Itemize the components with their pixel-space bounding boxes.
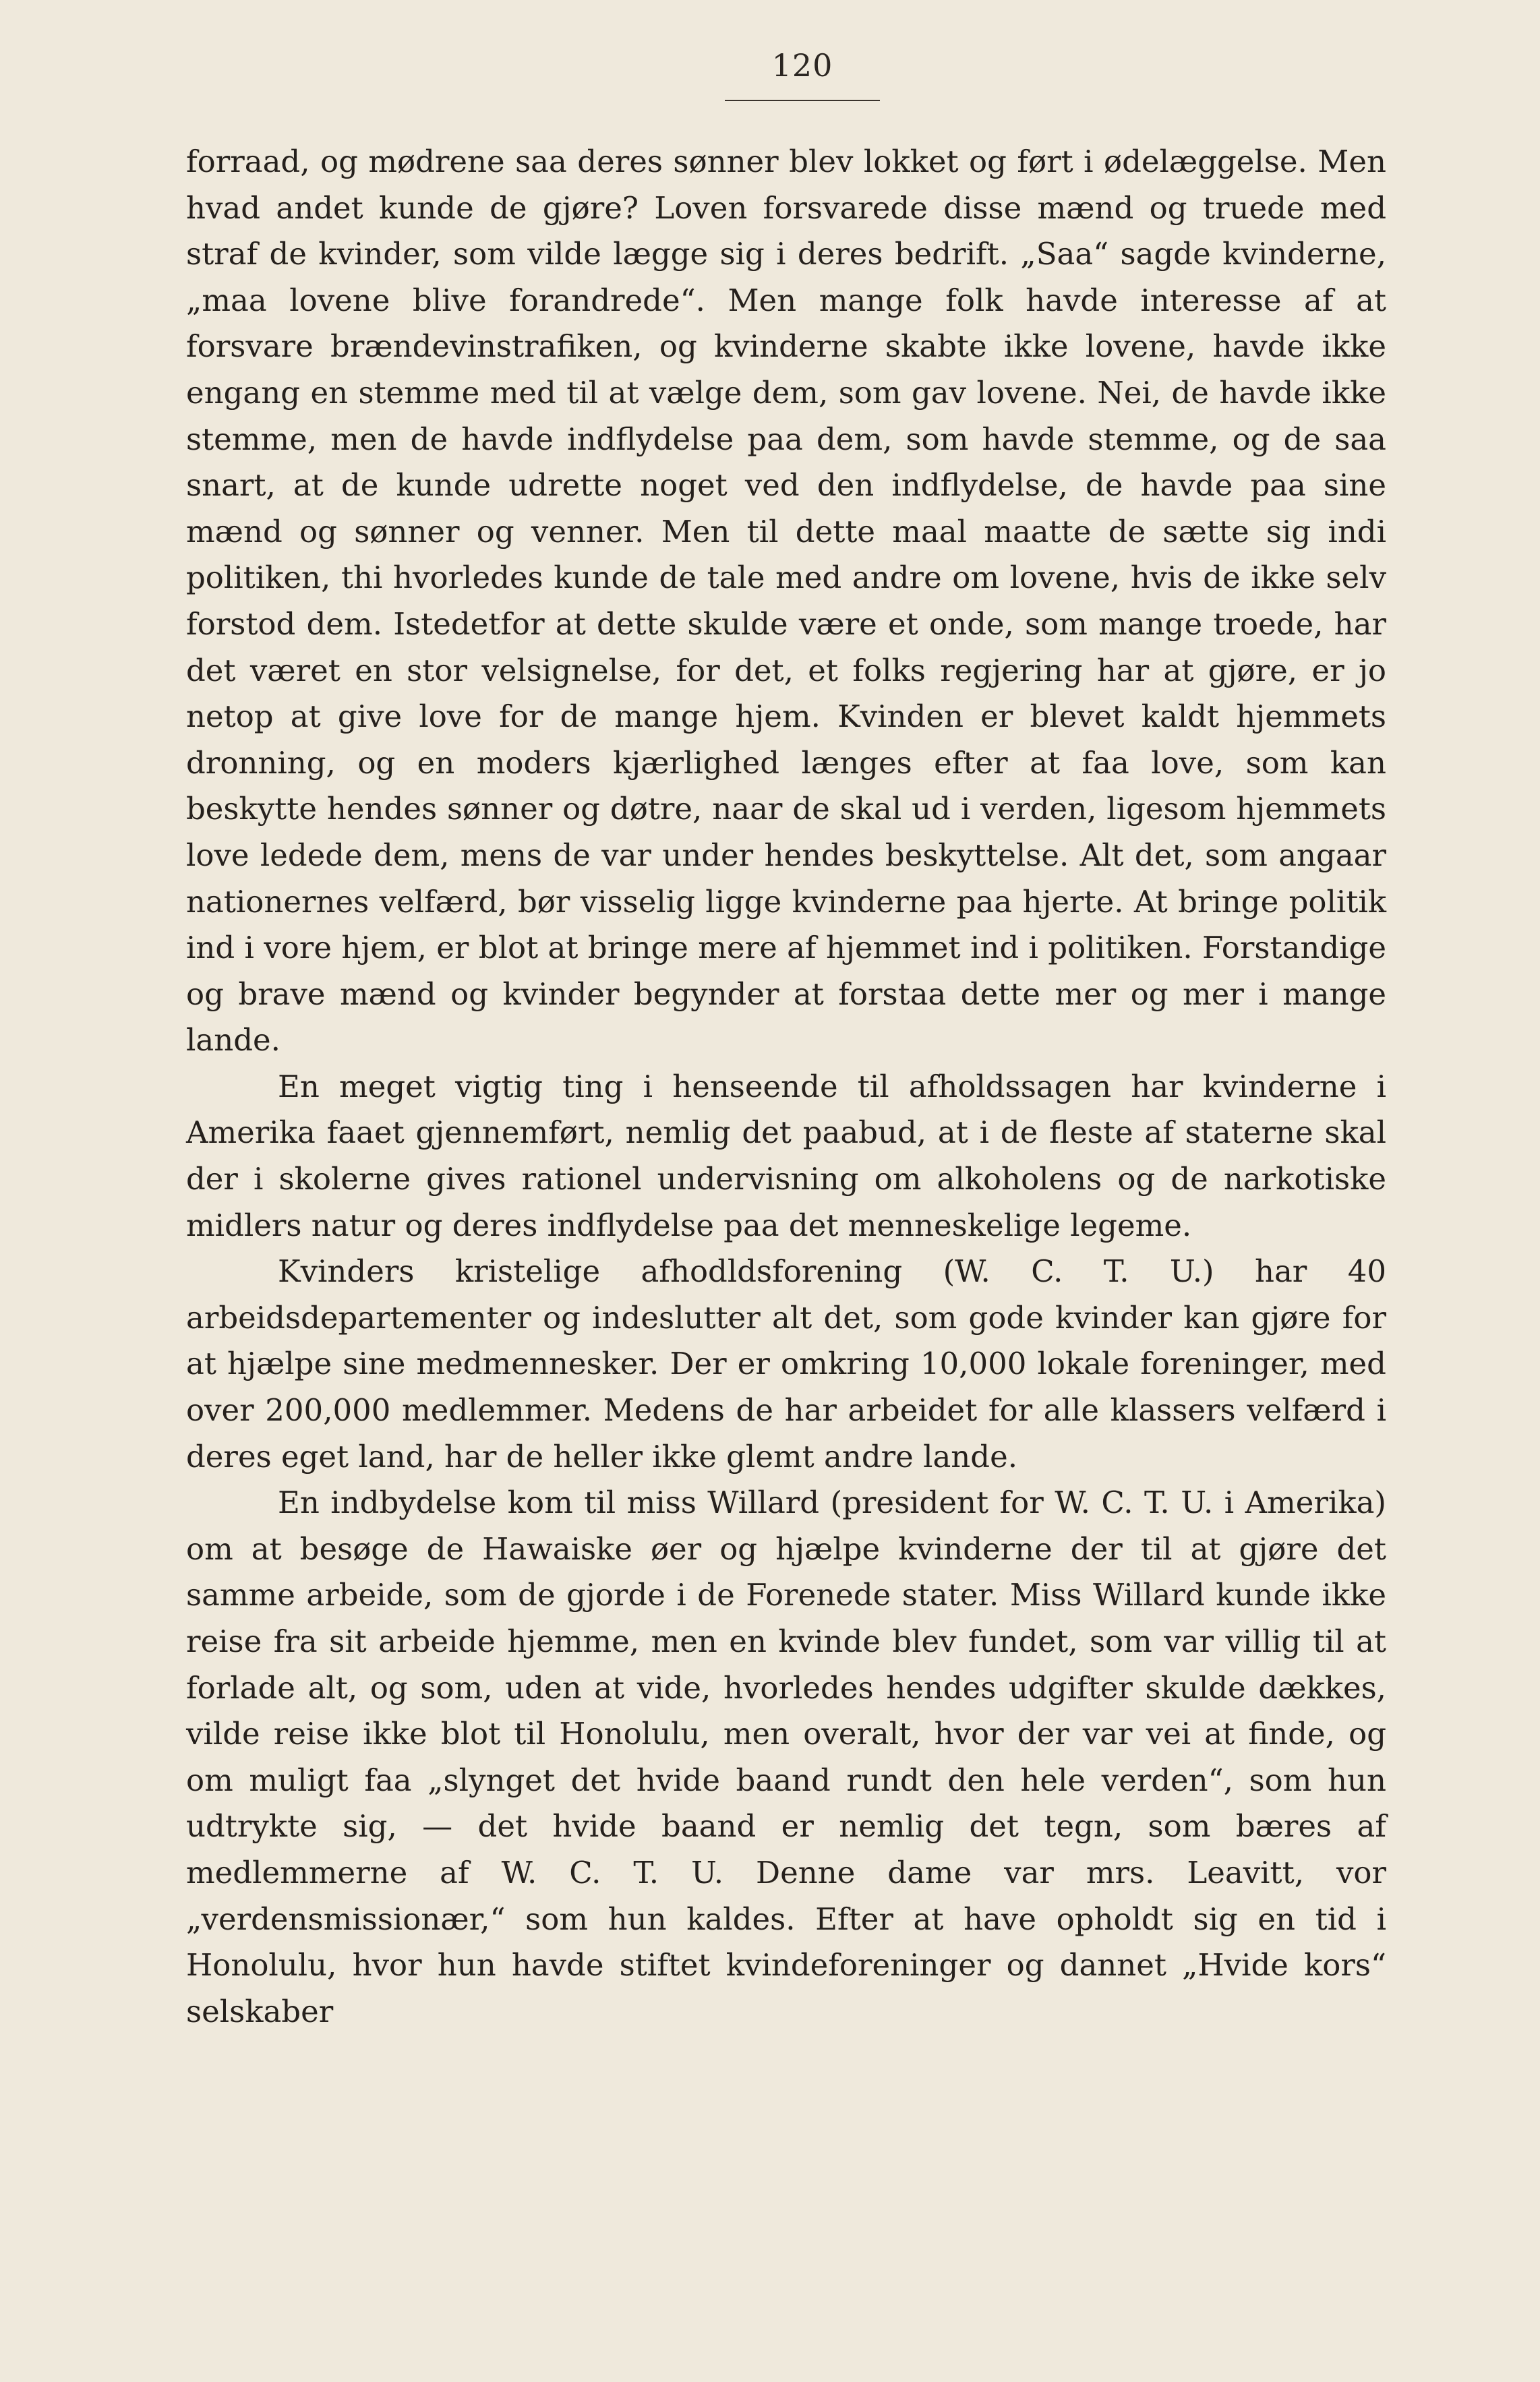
paragraph-3: Kvinders kristelige afhodldsforening (W. C. T. U.) har 40 arbeidsdepartementer og indeslutter alt det, som gode kvinder kan gjøre for at hjælpe sine medmennesker. Der er omkring 10,000 lokale foreninger, med over 200,000 medlemmer. Medens de har arbeidet for alle klassers velfærd i deres eget land, har de heller ikke glemt andre lande. bbox=[186, 1253, 1386, 1475]
paragraph-2: En meget vigtig ting i henseende til afholdssagen har kvinderne i Amerika faaet gjennemført, nemlig det paabud, at i de fleste af staterne skal der i skolerne gives rationel undervisning om alkoholens og de narkotiske midlers natur og deres indflydelse paa det menneskelige legeme. bbox=[186, 1068, 1386, 1243]
body-text bbox=[186, 139, 1386, 2035]
page-number: 120 bbox=[771, 47, 833, 84]
paragraph-4: En indbydelse kom til miss Willard (president for W. C. T. U. i Amerika) om at besøge de Hawaiske øer og hjælpe kvinderne der til at gjøre det samme arbeide, som de gjorde i de Forenede stater. Miss Willard kunde ikke reise fra sit arbeide hjemme, men en kvinde blev fundet, som var villig til at forlade alt, og som, uden at vide, hvorledes hendes udgifter skulde dækkes, vilde reise ikke blot til Honolulu, men overalt, hvor der var vei at finde, og om muligt faa „slynget det hvide baand rundt den hele verden“, som hun udtrykte sig, — det hvide baand er nemlig det tegn, som bæres af medlemmerne af W. C. T. U. Denne dame var mrs. Leavitt, vor „verdensmissionær,“ som hun kaldes. Efter at have opholdt sig en tid i Honolulu, hvor hun havde stiftet kvindeforeninger og dannet „Hvide kors“ selskaber bbox=[186, 1485, 1386, 2029]
paragraph-1: forraad, og mødrene saa deres sønner blev lokket og ført i ødelæggelse. Men hvad andet kunde de gjøre? Loven forsvarede disse mænd og truede med straf de kvinder, som vilde lægge sig i deres bedrift. „Saa“ sagde kvinderne, „maa lovene blive forandrede“. Men mange folk havde interesse af at forsvare brændevinstrafiken, og kvinderne skabte ikke lovene, havde ikke engang en stemme med til at vælge dem, som gav lovene. Nei, de havde ikke stemme, men de havde indflydelse paa dem, som havde stemme, og de saa snart, at de kunde udrette noget ved den indflydelse, de havde paa sine mænd og sønner og venner. Men til dette maal maatte de sætte sig indi politiken, thi hvorledes kunde de tale med andre om lovene, hvis de ikke selv forstod dem. Istedetfor at dette skulde være et onde, som mange troede, har det været en stor velsignelse, for det, et folks regjering har at gjøre, er jo netop at give love for de mange hjem. Kvinden er blevet kaldt hjemmets dronning, og en moders kjærlighed længes efter at faa love, som kan beskytte hendes sønner og døtre, naar de skal ud i verden, ligesom hjemmets love ledede dem, mens de var under hendes beskyttelse. Alt det, som angaar nationernes velfærd, bør visselig ligge kvinderne paa hjerte. At bringe politik ind i vore hjem, er blot at bringe mere af hjemmet ind i politiken. Forstandige og brave mænd og kvinder begynder at forstaa dette mer og mer i mange lande. bbox=[186, 144, 1386, 1059]
page-number-rule bbox=[725, 100, 880, 101]
